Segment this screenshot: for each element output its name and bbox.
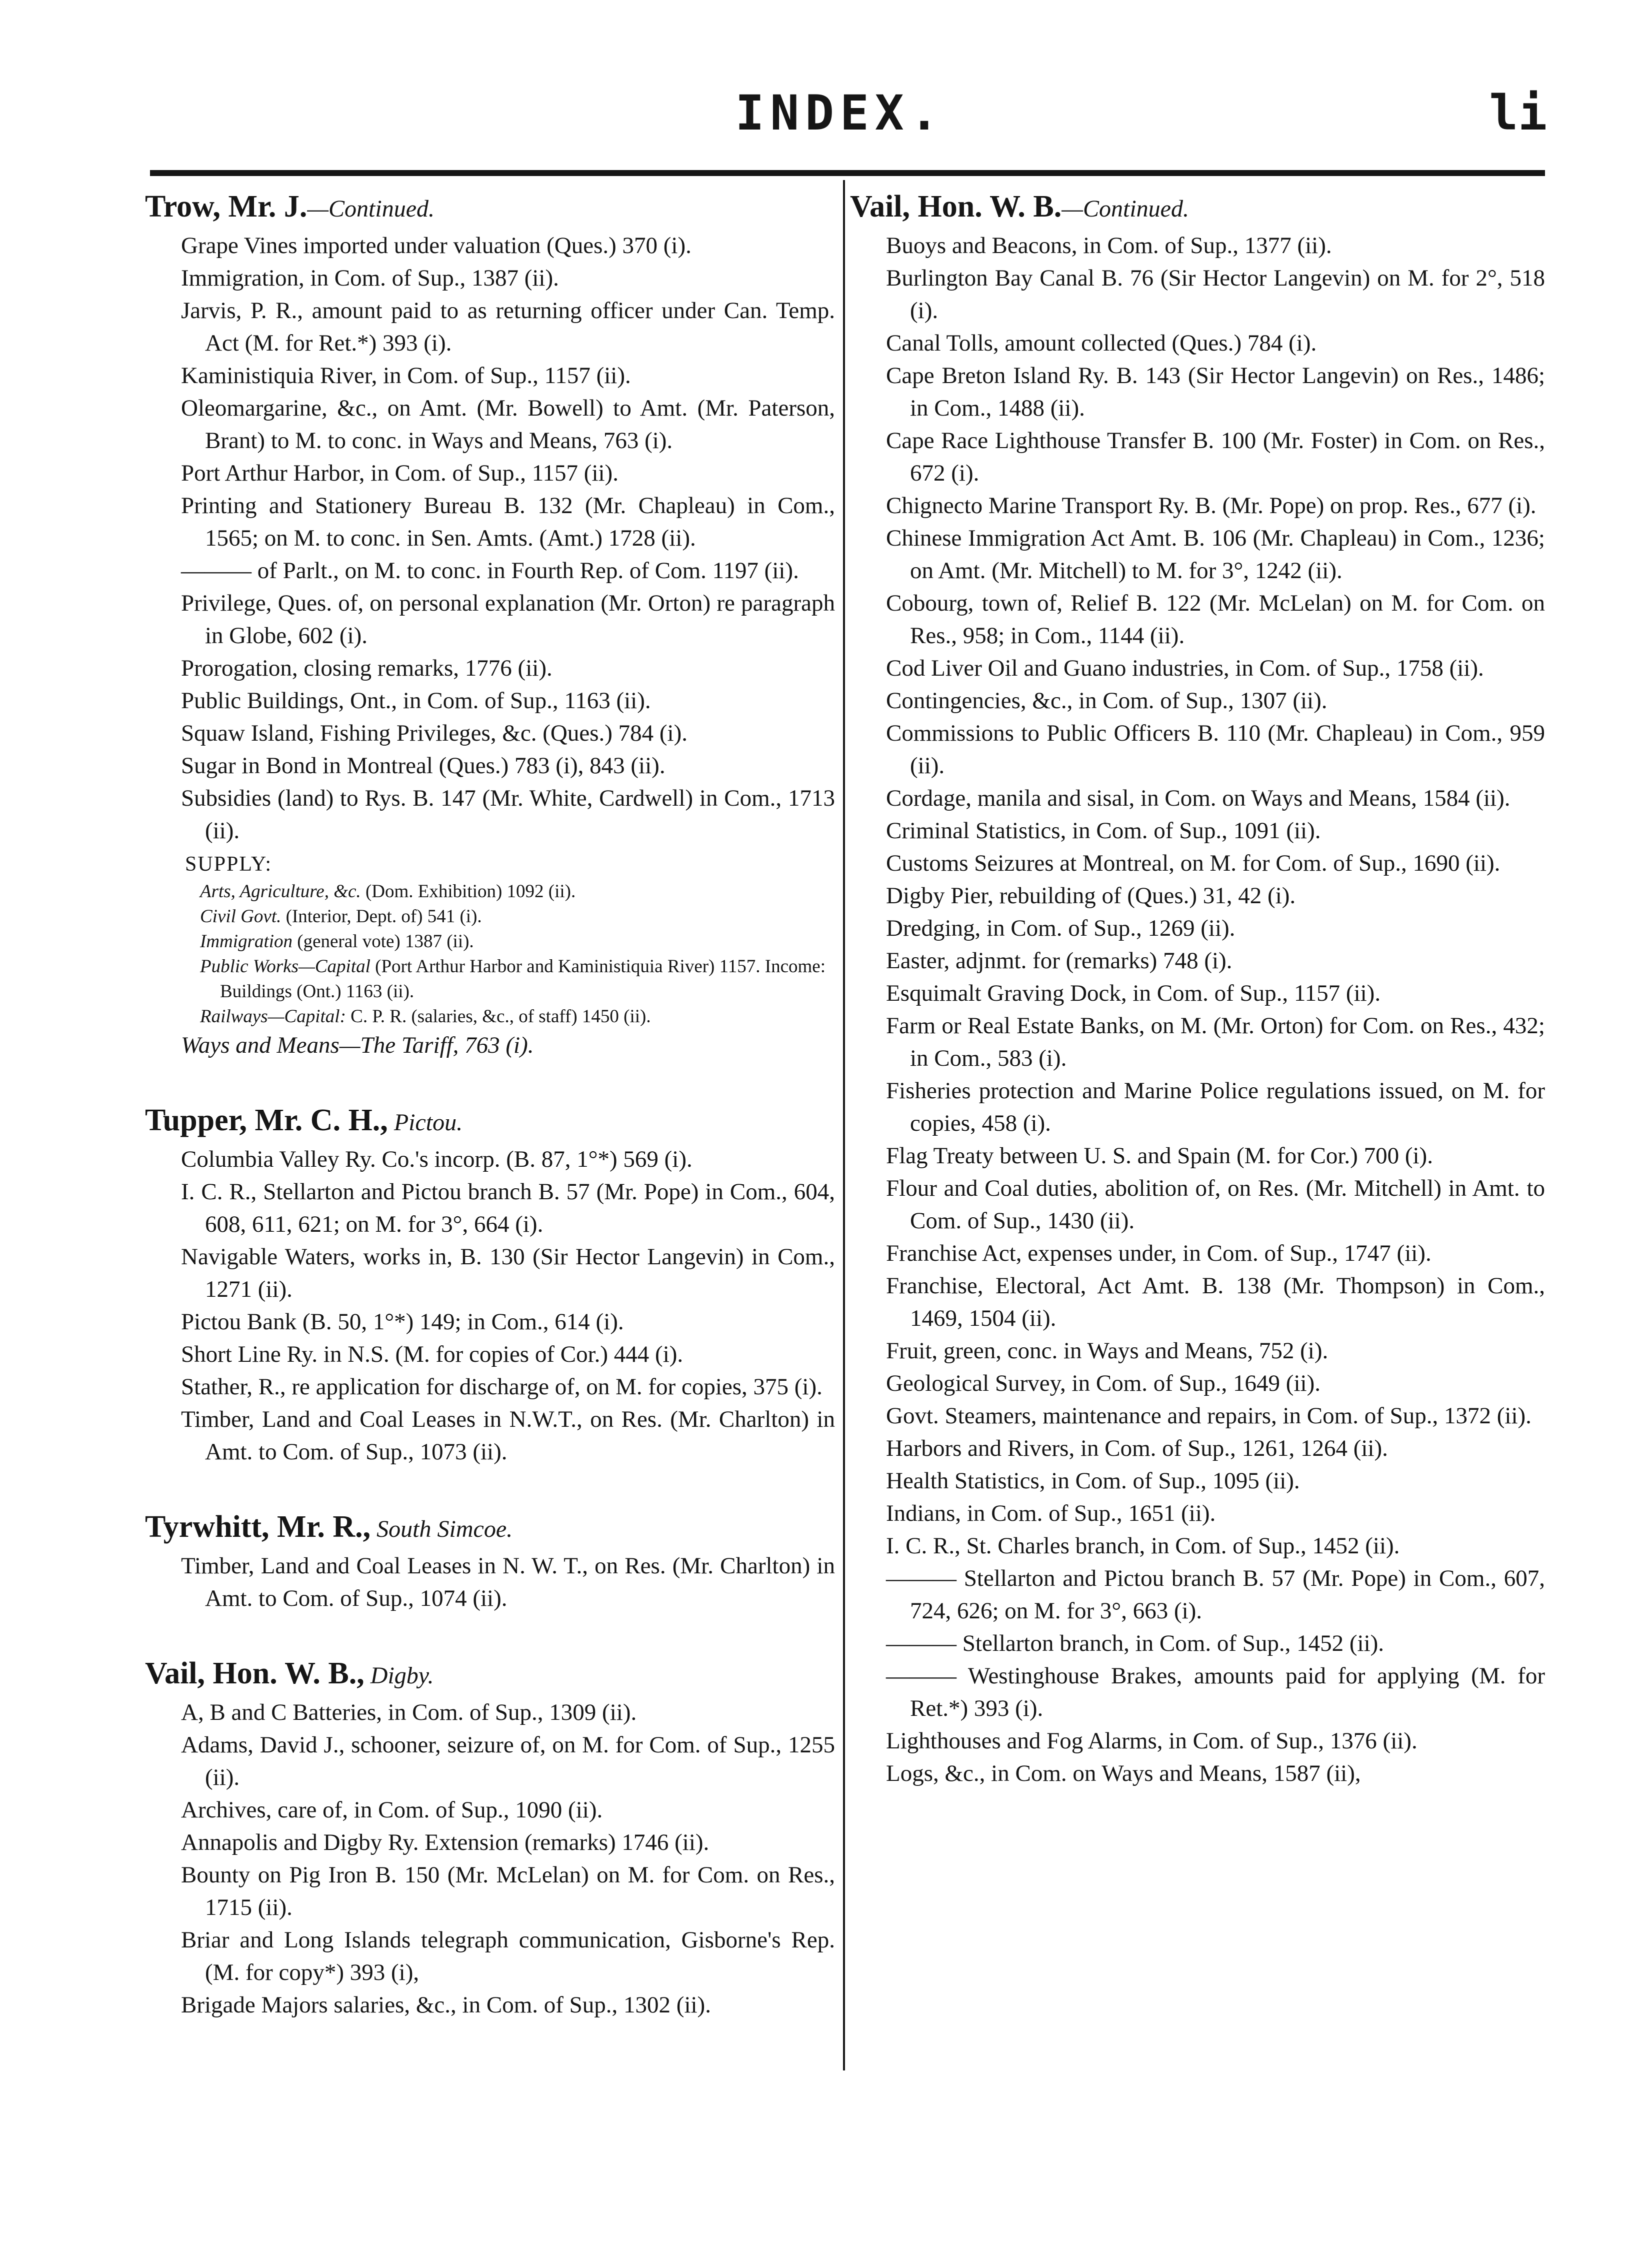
index-entry: Oleomargarine, &c., on Amt. (Mr. Bowell) to Amt. (Mr. Paterson, Brant) to M. to conc. in Ways and Means, 763 (i).	[181, 395, 835, 454]
index-entry: ——— of Parlt., on M. to conc. in Fourth Rep. of Com. 1197 (ii).	[181, 558, 799, 584]
index-entry: Public Buildings, Ont., in Com. of Sup., 1163 (ii).	[181, 688, 651, 714]
index-entry: Criminal Statistics, in Com. of Sup., 1091 (ii).	[886, 818, 1321, 844]
supply-entry-head: Arts, Agriculture, &c.	[200, 881, 361, 902]
index-entry: Squaw Island, Fishing Privileges, &c. (Ques.) 784 (i).	[181, 720, 688, 746]
index-entry: Commissions to Public Officers B. 110 (Mr. Chapleau) in Com., 959 (ii).	[886, 720, 1545, 779]
supply-entry	[145, 904, 835, 929]
index-entry: I. C. R., Stellarton and Pictou branch B. 57 (Mr. Pope) in Com., 604, 608, 611, 621; on M. for 3°, 664 (i).	[181, 1179, 835, 1237]
index-entry: Prorogation, closing remarks, 1776 (ii).	[181, 655, 552, 681]
index-entry: Briar and Long Islands telegraph communication, Gisborne's Rep. (M. for copy*) 393 (i),	[181, 1927, 835, 1985]
supply-entry-text: (Port Arthur Harbor and Kaministiquia River) 1157. Income: Buildings (Ont.) 1163 (ii).	[220, 956, 826, 1002]
index-entry: Fruit, green, conc. in Ways and Means, 752 (i).	[886, 1338, 1328, 1364]
index-entry: Timber, Land and Coal Leases in N. W. T., on Res. (Mr. Charlton) in Amt. to Com. of Sup., 1074 (ii).	[181, 1553, 835, 1611]
index-entry: Indians, in Com. of Sup., 1651 (ii).	[886, 1500, 1216, 1526]
speaker-name: Vail, Hon. W. B.	[850, 190, 1062, 224]
index-title: INDEX.	[735, 85, 945, 141]
supply-entry-text: (Dom. Exhibition) 1092 (ii).	[360, 881, 576, 902]
index-entry: Health Statistics, in Com. of Sup., 1095 (ii).	[886, 1468, 1300, 1494]
index-entry: Geological Survey, in Com. of Sup., 1649 (ii).	[886, 1370, 1320, 1396]
speaker-riding: Pictou.	[388, 1109, 463, 1136]
index-entry: Franchise Act, expenses under, in Com. of Sup., 1747 (ii).	[886, 1240, 1432, 1266]
supply-entry-head: Public Works—Capital	[200, 956, 370, 977]
index-entry: Burlington Bay Canal B. 76 (Sir Hector Langevin) on M. for 2°, 518 (i).	[886, 265, 1545, 324]
tupper-entries	[145, 1143, 835, 1468]
speaker-heading-vail-continued	[850, 190, 1545, 226]
index-entry: Immigration, in Com. of Sup., 1387 (ii).	[181, 265, 559, 291]
index-entry: Annapolis and Digby Ry. Extension (remarks) 1746 (ii).	[181, 1829, 710, 1855]
speaker-heading-trow	[145, 190, 835, 226]
index-entry: Chinese Immigration Act Amt. B. 106 (Mr. Chapleau) in Com., 1236; on Amt. (Mr. Mitchell) to M. for 3°, 1242 (ii).	[886, 525, 1545, 584]
index-entry: Stather, R., re application for discharge of, on M. for copies, 375 (i).	[181, 1374, 822, 1400]
index-entry: Lighthouses and Fog Alarms, in Com. of Sup., 1376 (ii).	[886, 1728, 1418, 1754]
speaker-name: Tupper, Mr. C. H.,	[145, 1103, 388, 1137]
index-entry: Buoys and Beacons, in Com. of Sup., 1377 (ii).	[886, 233, 1332, 259]
supply-entry-head: Civil Govt.	[200, 906, 282, 927]
supply-entry-text: (Interior, Dept. of) 541 (i).	[281, 906, 482, 927]
supply-entry-text: C. P. R. (salaries, &c., of staff) 1450 (ii).	[346, 1006, 651, 1027]
speaker-riding: Digby.	[364, 1662, 434, 1689]
index-entry: Privilege, Ques. of, on personal explanation (Mr. Orton) re paragraph in Globe, 602 (i).	[181, 590, 835, 649]
speaker-name: Trow, Mr. J.	[145, 190, 308, 224]
index-entry: Pictou Bank (B. 50, 1°*) 149; in Com., 614 (i).	[181, 1309, 624, 1335]
index-entry: Flag Treaty between U. S. and Spain (M. for Cor.) 700 (i).	[886, 1143, 1433, 1169]
index-entry: ——— Westinghouse Brakes, amounts paid for applying (M. for Ret.*) 393 (i).	[886, 1663, 1545, 1721]
speaker-heading-vail	[145, 1657, 835, 1692]
index-entry: Harbors and Rivers, in Com. of Sup., 1261, 1264 (ii).	[886, 1435, 1388, 1461]
index-entry: Archives, care of, in Com. of Sup., 1090 (ii).	[181, 1797, 603, 1823]
index-entry: Kaministiquia River, in Com. of Sup., 1157 (ii).	[181, 363, 631, 389]
speaker-name: Tyrwhitt, Mr. R.,	[145, 1510, 371, 1544]
index-entry: Contingencies, &c., in Com. of Sup., 1307 (ii).	[886, 688, 1328, 714]
index-entry: Adams, David J., schooner, seizure of, on M. for Com. of Sup., 1255 (ii).	[181, 1732, 835, 1790]
index-entry: ——— Stellarton branch, in Com. of Sup., 1452 (ii).	[886, 1630, 1384, 1656]
index-entry: Franchise, Electoral, Act Amt. B. 138 (Mr. Thompson) in Com., 1469, 1504 (ii).	[886, 1273, 1545, 1331]
index-entry: Cobourg, town of, Relief B. 122 (Mr. McLelan) on M. for Com. on Res., 958; in Com., 1144 (ii).	[886, 590, 1545, 649]
page-number: li	[1489, 85, 1547, 141]
index-entry: Chignecto Marine Transport Ry. B. (Mr. Pope) on prop. Res., 677 (i).	[886, 493, 1536, 519]
index-entry: Dredging, in Com. of Sup., 1269 (ii).	[886, 915, 1236, 941]
index-entry: Cape Breton Island Ry. B. 143 (Sir Hector Langevin) on Res., 1486; in Com., 1488 (ii).	[886, 363, 1545, 421]
supply-entry	[145, 879, 835, 904]
index-entry: Fisheries protection and Marine Police regulations issued, on M. for copies, 458 (i).	[886, 1078, 1545, 1136]
index-entry: Esquimalt Graving Dock, in Com. of Sup., 1157 (ii).	[886, 980, 1381, 1006]
vail-continued-entries	[850, 230, 1545, 1790]
left-column	[145, 190, 835, 2021]
speaker-heading-tupper	[145, 1104, 835, 1139]
index-entry: Canal Tolls, amount collected (Ques.) 784 (i).	[886, 330, 1317, 356]
supply-heading: SUPPLY:	[185, 853, 272, 876]
supply-entry	[145, 929, 835, 954]
index-entry: Cod Liver Oil and Guano industries, in Com. of Sup., 1758 (ii).	[886, 655, 1484, 681]
index-entry: Short Line Ry. in N.S. (M. for copies of Cor.) 444 (i).	[181, 1341, 684, 1367]
index-entry: Grape Vines imported under valuation (Ques.) 370 (i).	[181, 233, 692, 259]
index-entry: Logs, &c., in Com. on Ways and Means, 1587 (ii),	[886, 1760, 1361, 1786]
index-entry: Govt. Steamers, maintenance and repairs, in Com. of Sup., 1372 (ii).	[886, 1403, 1532, 1429]
index-entry: Digby Pier, rebuilding of (Ques.) 31, 42 (i).	[886, 883, 1296, 909]
speaker-name: Vail, Hon. W. B.,	[145, 1656, 364, 1690]
trow-entries	[145, 230, 835, 847]
speaker-continued: —Continued.	[307, 196, 435, 222]
speaker-heading-tyrwhitt	[145, 1510, 835, 1546]
index-entry: Sugar in Bond in Montreal (Ques.) 783 (i), 843 (ii).	[181, 753, 666, 779]
ways-and-means-entry: Ways and Means—The Tariff, 763 (i).	[181, 1032, 534, 1058]
index-entry: Jarvis, P. R., amount paid to as returning officer under Can. Temp. Act (M. for Ret.*) 393 (i).	[181, 298, 835, 356]
index-entry: Navigable Waters, works in, B. 130 (Sir Hector Langevin) in Com., 1271 (ii).	[181, 1244, 835, 1302]
supply-entry-text: (general vote) 1387 (ii).	[292, 931, 474, 952]
supply-entry-head: Immigration	[200, 931, 292, 952]
index-entry: Port Arthur Harbor, in Com. of Sup., 1157 (ii).	[181, 460, 618, 486]
header-rule	[150, 170, 1545, 176]
index-entry: Cordage, manila and sisal, in Com. on Ways and Means, 1584 (ii).	[886, 785, 1510, 811]
index-entry: A, B and C Batteries, in Com. of Sup., 1309 (ii).	[181, 1699, 637, 1725]
speaker-riding: South Simcoe.	[370, 1516, 513, 1542]
index-entry: Customs Seizures at Montreal, on M. for Com. of Sup., 1690 (ii).	[886, 850, 1500, 876]
index-entry: Cape Race Lighthouse Transfer B. 100 (Mr. Foster) in Com. on Res., 672 (i).	[886, 428, 1545, 486]
vail-entries	[145, 1696, 835, 2021]
index-entry: Flour and Coal duties, abolition of, on Res. (Mr. Mitchell) in Amt. to Com. of Sup., 1430 (ii).	[886, 1175, 1545, 1234]
index-entry: ——— Stellarton and Pictou branch B. 57 (Mr. Pope) in Com., 607, 724, 626; on M. for 3°, 663 (i).	[886, 1565, 1545, 1624]
index-entry: Easter, adjnmt. for (remarks) 748 (i).	[886, 948, 1232, 974]
index-entry: Brigade Majors salaries, &c., in Com. of Sup., 1302 (ii).	[181, 1992, 711, 2018]
index-entry: Subsidies (land) to Rys. B. 147 (Mr. White, Cardwell) in Com., 1713 (ii).	[181, 785, 835, 844]
speaker-continued: —Continued.	[1062, 196, 1189, 222]
supply-entry	[145, 1004, 835, 1029]
tyrwhitt-entries	[145, 1550, 835, 1615]
right-column	[850, 190, 1545, 1790]
index-entry: Farm or Real Estate Banks, on M. (Mr. Orton) for Com. on Res., 432; in Com., 583 (i).	[886, 1013, 1545, 1071]
supply-entries	[145, 879, 835, 1029]
index-entry: I. C. R., St. Charles branch, in Com. of Sup., 1452 (ii).	[886, 1533, 1400, 1559]
column-divider	[843, 180, 845, 2070]
index-entry: Bounty on Pig Iron B. 150 (Mr. McLelan) on M. for Com. on Res., 1715 (ii).	[181, 1862, 835, 1920]
index-entry: Printing and Stationery Bureau B. 132 (Mr. Chapleau) in Com., 1565; on M. to conc. in Sen. Amts. (Amt.) 1728 (ii).	[181, 493, 835, 551]
index-entry: Columbia Valley Ry. Co.'s incorp. (B. 87, 1°*) 569 (i).	[181, 1146, 692, 1172]
supply-entry-head: Railways—Capital:	[200, 1006, 346, 1027]
supply-entry	[145, 954, 835, 1004]
index-entry: Timber, Land and Coal Leases in N.W.T., on Res. (Mr. Charlton) in Amt. to Com. of Sup., 1073 (ii).	[181, 1406, 835, 1465]
